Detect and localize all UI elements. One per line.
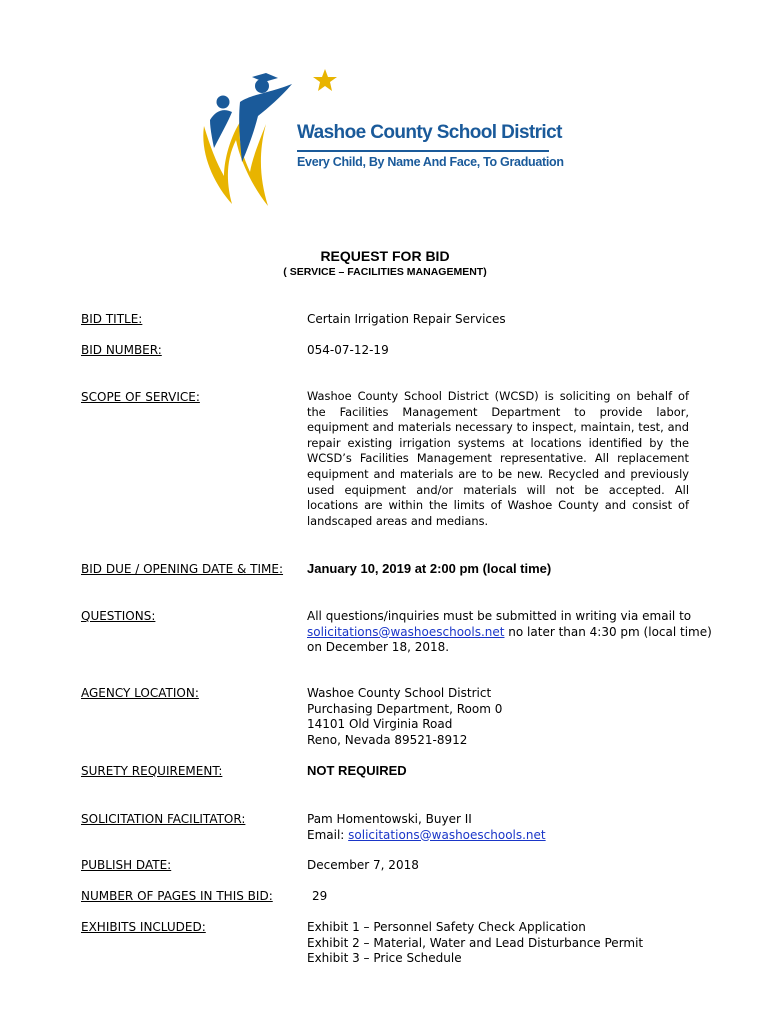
publish-date-label: PUBLISH DATE: [81, 858, 172, 872]
exhibit-item: Exhibit 1 – Personnel Safety Check Application [307, 920, 586, 934]
facilitator-email-line [307, 828, 689, 844]
students-graduation-icon [196, 64, 296, 212]
logo-divider [297, 150, 549, 152]
scope-value: Washoe County School District (WCSD) is soliciting on behalf of the Facilities Management Department to provide labor, equipment and materials necessary to inspect, maintain, test, and repair existing irrigation systems at locations identified by the WCSD’s Facilities Management representative. All replacement equipment and materials are to be new. Recycled and previously used equipment and/or materials will not be accepted. All locations are within the limits of Washoe County and consist of landscaped areas and medians. [307, 389, 689, 528]
pages-label: NUMBER OF PAGES IN THIS BID: [81, 889, 273, 903]
surety-label: SURETY REQUIREMENT: [81, 764, 223, 778]
surety-value: NOT REQUIRED [307, 763, 407, 778]
scope-label: SCOPE OF SERVICE: [81, 390, 200, 404]
due-date-value: January 10, 2019 at 2:00 pm (local time) [307, 561, 552, 576]
agency-address-line: Reno, Nevada 89521-8912 [307, 732, 468, 747]
agency-address-line: Washoe County School District [307, 686, 492, 700]
facilitator-label: SOLICITATION FACILITATOR: [81, 812, 246, 826]
agency-location-label: AGENCY LOCATION: [81, 686, 199, 700]
logo-district-name: Washoe County School District [297, 122, 562, 143]
bid-number-label: BID NUMBER: [81, 343, 162, 357]
bid-title-value: Certain Irrigation Repair Services [307, 312, 506, 326]
exhibits-value [307, 920, 689, 967]
bid-title-label: BID TITLE: [81, 312, 143, 326]
questions-line-2-rest: no later than 4:30 pm (local time) [504, 624, 712, 639]
facilitator-value [307, 812, 689, 843]
pages-value: 29 [312, 889, 328, 903]
questions-line-1: All questions/inquiries must be submitted in writing via email to [307, 609, 692, 623]
agency-address-line: 14101 Old Virginia Road [307, 717, 453, 731]
document-subtitle: ( SERVICE – FACILITIES MANAGEMENT) [283, 266, 487, 278]
questions-email-link[interactable]: solicitations@washoeschools.net [307, 624, 505, 639]
publish-date-value: December 7, 2018 [307, 858, 419, 872]
logo-tagline: Every Child, By Name And Face, To Graduation [297, 155, 564, 169]
document-title: REQUEST FOR BID [320, 248, 450, 264]
district-logo [196, 64, 566, 212]
bid-number-value: 054-07-12-19 [307, 343, 389, 357]
exhibits-label: EXHIBITS INCLUDED: [81, 920, 206, 934]
questions-line-2 [307, 624, 712, 641]
facilitator-email-link[interactable]: solicitations@washoeschools.net [348, 827, 546, 842]
due-date-label: BID DUE / OPENING DATE & TIME: [81, 562, 284, 576]
star-icon [312, 68, 338, 94]
questions-value [307, 609, 712, 656]
facilitator-name: Pam Homentowski, Buyer II [307, 812, 472, 826]
facilitator-email-prefix: Email: [307, 827, 349, 842]
exhibit-item: Exhibit 3 – Price Schedule [307, 951, 462, 965]
agency-address-line: Purchasing Department, Room 0 [307, 701, 503, 716]
agency-location-value [307, 686, 689, 748]
exhibit-item: Exhibit 2 – Material, Water and Lead Disturbance Permit [307, 935, 644, 950]
questions-label: QUESTIONS: [81, 609, 156, 623]
questions-line-3: on December 18, 2018. [307, 640, 450, 654]
